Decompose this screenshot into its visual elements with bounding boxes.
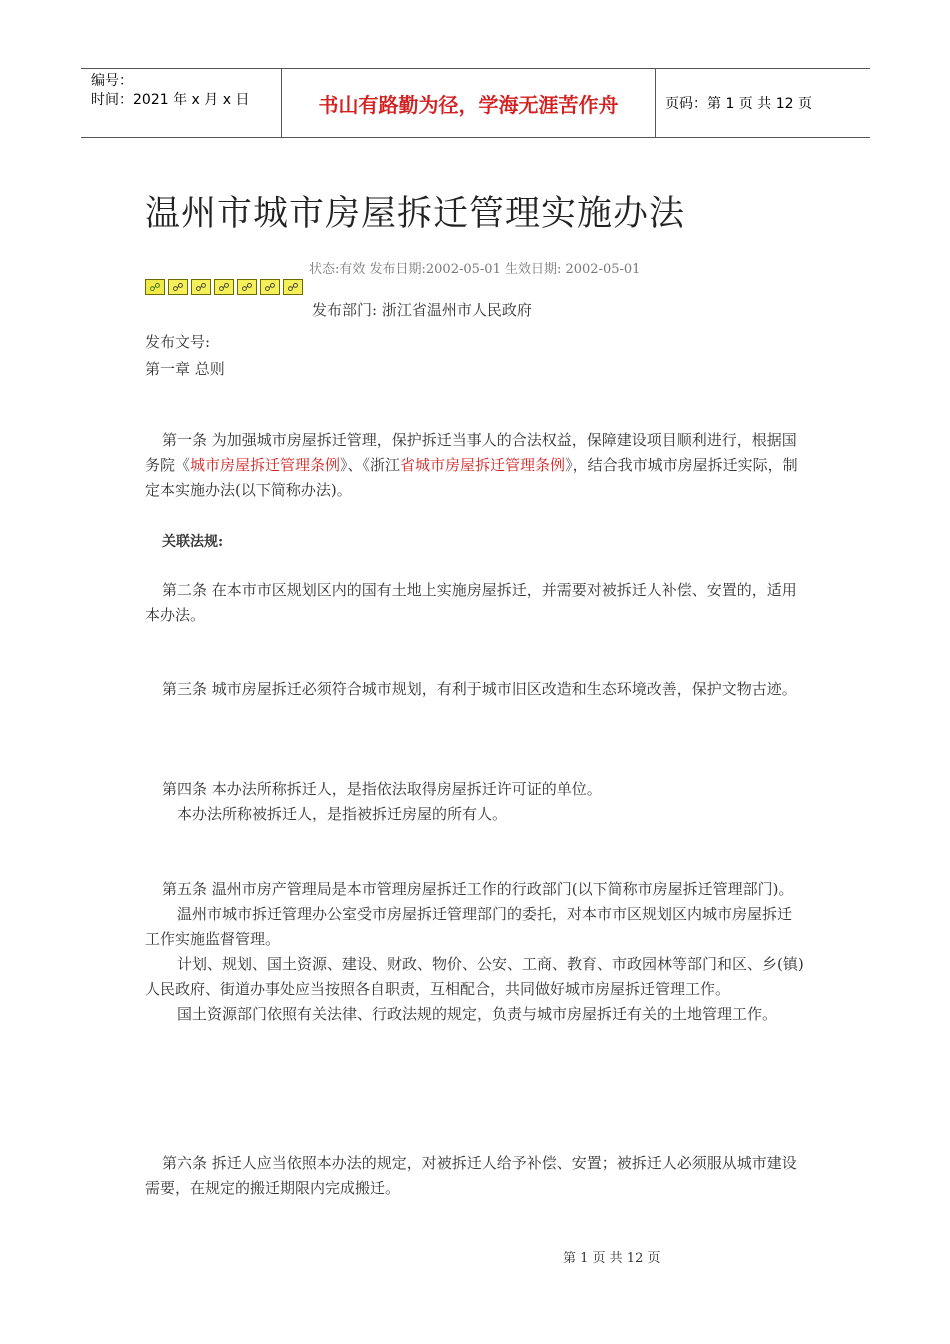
header-motto: 书山有路勤为径，学海无涯苦作舟 [318,92,619,117]
regulation-link[interactable]: 城市房屋拆迁管理条例 [190,456,341,474]
article-text: 第一条 为加强城市房屋拆迁管理，保护拆迁当事人的合法权益，保障建设项目顺利进行，根据国务院《 [145,431,797,474]
rating-icon[interactable]: ☍ [283,279,303,295]
status-line: 状态:有效 发布日期:2002-05-01 生效日期: 2002-05-01 [309,262,641,277]
article-text: 第四条 本办法所称拆迁人，是指依法取得房屋拆迁许可证的单位。 [162,780,602,798]
header-divider [655,69,656,137]
rating-icon[interactable]: ☍ [260,279,280,295]
article-text: 第三条 城市房屋拆迁必须符合城市规划，有利于城市旧区改造和生态环境改善，保护文物古迹。 [162,680,797,698]
rating-icon[interactable]: ☍ [191,279,211,295]
rating-bar [145,279,306,295]
rating-icon[interactable]: ☍ [168,279,188,295]
header-meta [81,69,281,137]
article-text: 温州市城市拆迁管理办公室受市房屋拆迁管理部门的委托，对本市市区规划区内城市房屋拆迁工作实施监督管理。 [145,905,793,948]
related-regulations-label: 关联法规: [162,534,224,550]
document-title: 温州市城市房屋拆迁管理实施办法 [145,194,686,234]
article-6 [145,1151,805,1201]
article-5 [145,877,805,1027]
number-label: 编号： [91,73,133,89]
publishing-department: 发布部门: 浙江省温州市人民政府 [312,301,532,319]
doc-number: 发布文号: [145,333,211,351]
article-text: 本办法所称被拆迁人，是指被拆迁房屋的所有人。 [177,805,508,823]
chapter-heading: 第一章 总则 [145,360,225,378]
article-text: 第二条 在本市市区规划区内的国有土地上实施房屋拆迁，并需要对被拆迁人补偿、安置的，适用本办法。 [145,581,797,624]
article-text: 第五条 温州市房产管理局是本市管理房屋拆迁工作的行政部门(以下简称市房屋拆迁管理部门)。 [162,880,794,898]
time-label: 时间：2021 年 x 月 x 日 [91,92,250,108]
page-footer: 第 1 页 共 12 页 [563,1251,661,1266]
article-3 [145,677,805,702]
article-text: 第六条 拆迁人应当依照本办法的规定，对被拆迁人给予补偿、安置；被拆迁人必须服从城市建设需要，在规定的搬迁期限内完成搬迁。 [145,1154,797,1197]
article-text: 》，结合我市城市房屋拆迁实际，制定本实施办法(以下简称办法)。 [145,456,798,499]
article-4 [145,777,805,827]
rating-icon[interactable]: ☍ [145,279,165,295]
article-1 [145,428,805,503]
rating-icon[interactable]: ☍ [214,279,234,295]
regulation-link[interactable]: 省城市房屋拆迁管理条例 [400,456,566,474]
rating-icon[interactable]: ☍ [237,279,257,295]
article-text: 国土资源部门依照有关法律、行政法规的规定，负责与城市房屋拆迁有关的土地管理工作。 [177,1005,778,1023]
header-table [81,68,870,138]
article-text: 》、《浙江 [340,456,401,474]
article-text: 计划、规划、国土资源、建设、财政、物价、公安、工商、教育、市政园林等部门和区、乡(镇)人民政府、街道办事处应当按照各自职责，互相配合，共同做好城市房屋拆迁管理工作。 [145,955,804,998]
article-2 [145,578,805,628]
header-page-info: 页码：第 1 页 共 12 页 [665,96,812,112]
